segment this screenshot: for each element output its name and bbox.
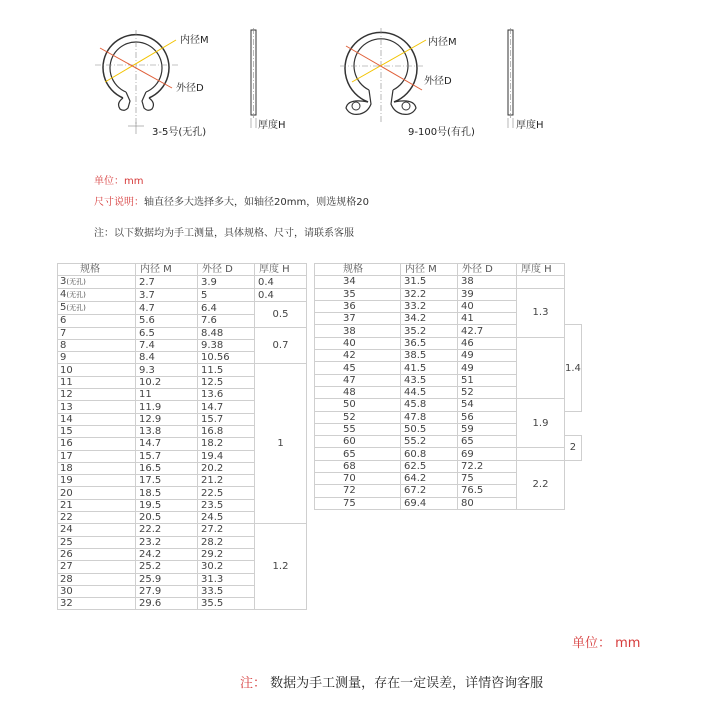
- spec-cell: [58, 364, 136, 376]
- spec-cell: [315, 411, 401, 423]
- spec-cell: [315, 497, 401, 509]
- outer-diameter-cell: 8.48: [198, 327, 255, 339]
- spec-value: 27: [60, 561, 73, 573]
- table-row: [315, 448, 582, 460]
- spec-value: 17: [60, 450, 73, 462]
- table-row: [315, 362, 582, 374]
- outer-diameter-cell: 23.5: [198, 499, 255, 511]
- inner-diameter-cell: 5.6: [136, 315, 198, 327]
- spec-value: 19: [60, 475, 73, 487]
- header-spec: 规格: [58, 264, 136, 276]
- spec-cell: [58, 302, 136, 315]
- circlip-diagrams-graphic: [0, 0, 702, 150]
- spec-cell: [315, 300, 401, 312]
- inner-diameter-cell: 45.8: [401, 399, 458, 411]
- header-outer-diameter: 外径 D: [458, 264, 517, 276]
- spec-value: 55: [343, 424, 356, 435]
- spec-value: 47: [343, 374, 356, 386]
- spec-value: 42: [343, 350, 356, 362]
- spec-cell: [315, 473, 401, 485]
- thickness-cell: [517, 276, 565, 288]
- table-row: [58, 524, 307, 536]
- outer-diameter-cell: 9.38: [198, 339, 255, 351]
- table-row: [315, 337, 582, 349]
- outer-diameter-cell: 72.2: [458, 460, 517, 472]
- outer-diameter-cell: 22.5: [198, 487, 255, 499]
- inner-diameter-cell: 67.2: [401, 485, 458, 497]
- unit-value: mm: [124, 176, 144, 187]
- spec-cell: [58, 413, 136, 425]
- spec-cell: [58, 352, 136, 364]
- thickness-cell: 1: [255, 364, 307, 524]
- outer-diameter-cell: 30.2: [198, 561, 255, 573]
- header-outer-diameter: 外径 D: [198, 264, 255, 276]
- inner-diameter-cell: 11.9: [136, 401, 198, 413]
- inner-diameter-cell: 64.2: [401, 473, 458, 485]
- spec-cell: [58, 598, 136, 610]
- spec-value: 68: [343, 460, 356, 472]
- spec-cell: [315, 362, 401, 374]
- outer-diameter-cell: 12.5: [198, 376, 255, 388]
- footer-unit: 单位： mm: [572, 636, 641, 651]
- inner-diameter-cell: 24.2: [136, 548, 198, 560]
- outer-diameter-cell: 3.9: [198, 276, 255, 289]
- inner-diameter-cell: 18.5: [136, 487, 198, 499]
- spec-cell: [58, 536, 136, 548]
- spec-tag: (无孔): [66, 304, 86, 313]
- inner-diameter-cell: 36.5: [401, 337, 458, 349]
- spec-value: 30: [60, 585, 73, 597]
- thickness-cell: 2: [565, 436, 582, 461]
- spec-cell: [58, 487, 136, 499]
- outer-diameter-cell: 75: [458, 473, 517, 485]
- header-inner-diameter: 内径 M: [401, 264, 458, 276]
- inner-diameter-cell: 23.2: [136, 536, 198, 548]
- outer-diameter-cell: 18.2: [198, 438, 255, 450]
- outer-diameter-cell: 31.3: [198, 573, 255, 585]
- spec-tag: (无孔): [66, 291, 86, 300]
- outer-diameter-cell: 7.6: [198, 315, 255, 327]
- spec-cell: [315, 386, 401, 398]
- spec-value: 11: [60, 376, 73, 388]
- spec-cell: [58, 475, 136, 487]
- header-spec: 规格: [315, 264, 401, 276]
- spec-cell: [58, 276, 136, 289]
- outer-diameter-cell: 46: [458, 337, 517, 349]
- spec-table-left: [57, 263, 307, 610]
- spec-table-right: [314, 263, 582, 510]
- spec-cell: [58, 389, 136, 401]
- spec-value: 3: [60, 276, 67, 288]
- size-explanation: [94, 193, 369, 208]
- spec-cell: [58, 573, 136, 585]
- spec-cell: [58, 548, 136, 560]
- spec-value: 18: [60, 463, 73, 474]
- size-explanation-text: 轴直径多大选择多大，如轴径20mm，则选规格20: [144, 197, 369, 208]
- thickness-profile-small: [251, 28, 256, 128]
- table-row: [58, 302, 307, 315]
- spec-tag: (无孔): [66, 278, 86, 287]
- thickness-cell: 0.4: [255, 276, 307, 289]
- inner-diameter-cell: 14.7: [136, 438, 198, 450]
- inner-diameter-cell: 3.7: [136, 289, 198, 302]
- thickness-cell: 0.5: [255, 302, 307, 327]
- spec-cell: [58, 438, 136, 450]
- spec-value: 52: [343, 411, 356, 423]
- outer-diameter-cell: 29.2: [198, 548, 255, 560]
- outer-diameter-cell: 13.6: [198, 389, 255, 401]
- spec-cell: [58, 585, 136, 597]
- caption-large-circlip: 9-100号(有孔): [408, 127, 475, 138]
- inner-diameter-cell: 27.9: [136, 585, 198, 597]
- inner-diameter-cell: 9.3: [136, 364, 198, 376]
- spec-cell: [315, 325, 401, 337]
- inner-diameter-cell: 38.5: [401, 350, 458, 362]
- table-header-row: [315, 264, 582, 276]
- circlip-small-drawing: [95, 30, 178, 134]
- thickness-cell: 1.9: [517, 399, 565, 448]
- spec-value: 7: [60, 327, 67, 339]
- spec-cell: [58, 561, 136, 573]
- inner-diameter-cell: 34.2: [401, 313, 458, 325]
- spec-cell: [315, 485, 401, 497]
- outer-diameter-cell: 15.7: [198, 413, 255, 425]
- spec-cell: [315, 374, 401, 386]
- inner-diameter-cell: 17.5: [136, 475, 198, 487]
- spec-cell: [315, 448, 401, 460]
- outer-diameter-cell: 5: [198, 289, 255, 302]
- outer-diameter-cell: 54: [458, 399, 517, 411]
- spec-cell: [58, 315, 136, 327]
- spec-cell: [58, 425, 136, 437]
- spec-cell: [315, 436, 401, 448]
- outer-diameter-cell: 52: [458, 386, 517, 398]
- inner-diameter-cell: 33.2: [401, 300, 458, 312]
- inner-diameter-cell: 13.8: [136, 425, 198, 437]
- spec-value: 48: [343, 387, 356, 399]
- inner-diameter-cell: 12.9: [136, 413, 198, 425]
- spec-cell: [315, 423, 401, 435]
- outer-diameter-cell: 41: [458, 313, 517, 325]
- spec-value: 4: [60, 289, 67, 301]
- header-thickness: 厚度 H: [255, 264, 307, 276]
- outer-diameter-cell: 11.5: [198, 364, 255, 376]
- inner-diameter-cell: 4.7: [136, 302, 198, 315]
- inner-diameter-cell: 44.5: [401, 386, 458, 398]
- spec-cell: [315, 337, 401, 349]
- spec-value: 15: [60, 426, 73, 438]
- inner-diameter-cell: 43.5: [401, 374, 458, 386]
- inner-diameter-cell: 35.2: [401, 325, 458, 337]
- spec-cell: [58, 289, 136, 302]
- thickness-profile-large: [508, 28, 513, 128]
- outer-diameter-cell: 59: [458, 423, 517, 435]
- inner-diameter-cell: 31.5: [401, 276, 458, 288]
- spec-value: 37: [343, 313, 356, 325]
- spec-cell: [58, 462, 136, 474]
- spec-value: 38: [343, 325, 356, 337]
- thickness-cell: 0.4: [255, 289, 307, 302]
- inner-diameter-cell: 15.7: [136, 450, 198, 462]
- table-row: [315, 350, 582, 362]
- table-row: [315, 399, 582, 411]
- inner-diameter-cell: 41.5: [401, 362, 458, 374]
- unit-label: 单位：: [94, 176, 124, 187]
- label-thickness-large: 厚度H: [516, 120, 544, 131]
- outer-diameter-cell: 42.7: [458, 325, 517, 337]
- outer-diameter-cell: 38: [458, 276, 517, 288]
- spec-cell: [315, 288, 401, 300]
- spec-value: 14: [60, 413, 73, 425]
- label-outer-diameter-large: 外径D: [424, 76, 452, 87]
- inner-diameter-cell: 50.5: [401, 423, 458, 435]
- unit-line: [94, 172, 143, 187]
- inner-diameter-cell: 47.8: [401, 411, 458, 423]
- spec-cell: [315, 460, 401, 472]
- spec-cell: [58, 376, 136, 388]
- spec-cell: [58, 450, 136, 462]
- spec-value: 65: [343, 448, 356, 460]
- spec-value: 24: [60, 524, 73, 536]
- footer-note-text: 数据为手工测量，存在一定误差，详情咨询客服: [270, 676, 544, 691]
- spec-value: 72: [343, 485, 356, 497]
- table-row: [58, 327, 307, 339]
- inner-diameter-cell: 62.5: [401, 460, 458, 472]
- inner-diameter-cell: 8.4: [136, 352, 198, 364]
- outer-diameter-cell: 40: [458, 300, 517, 312]
- table-row: [315, 386, 582, 398]
- outer-diameter-cell: 39: [458, 288, 517, 300]
- inner-diameter-cell: 19.5: [136, 499, 198, 511]
- inner-diameter-cell: 25.9: [136, 573, 198, 585]
- spec-cell: [315, 350, 401, 362]
- table-row: [315, 276, 582, 288]
- spec-cell: [315, 399, 401, 411]
- measurement-remark-text: 注：以下数据均为手工测量，具体规格、尺寸，请联系客服: [94, 228, 354, 239]
- outer-diameter-cell: 19.4: [198, 450, 255, 462]
- spec-value: 12: [60, 389, 73, 401]
- header-thickness: 厚度 H: [517, 264, 565, 276]
- spec-value: 25: [60, 536, 73, 548]
- outer-diameter-cell: 24.5: [198, 512, 255, 524]
- spec-cell: [58, 339, 136, 351]
- table-row: [315, 460, 582, 472]
- table-header-row: [58, 264, 307, 276]
- spec-value: 22: [60, 512, 73, 524]
- measurement-remark: [94, 224, 354, 239]
- outer-diameter-cell: 14.7: [198, 401, 255, 413]
- table-row: [58, 364, 307, 376]
- spec-value: 16: [60, 438, 73, 450]
- inner-diameter-cell: 25.2: [136, 561, 198, 573]
- spec-value: 40: [343, 337, 356, 349]
- inner-diameter-cell: 32.2: [401, 288, 458, 300]
- spec-cell: [315, 313, 401, 325]
- spec-value: 45: [343, 362, 356, 374]
- header-inner-diameter: 内径 M: [136, 264, 198, 276]
- outer-diameter-cell: 49: [458, 350, 517, 362]
- thickness-cell: 1.4: [565, 325, 582, 411]
- spec-cell: [58, 524, 136, 536]
- spec-cell: [58, 327, 136, 339]
- spec-cell: [58, 512, 136, 524]
- inner-diameter-cell: 6.5: [136, 327, 198, 339]
- outer-diameter-cell: 16.8: [198, 425, 255, 437]
- spec-value: 70: [343, 473, 356, 485]
- outer-diameter-cell: 69: [458, 448, 517, 460]
- outer-diameter-cell: 28.2: [198, 536, 255, 548]
- outer-diameter-cell: 21.2: [198, 475, 255, 487]
- outer-diameter-cell: 6.4: [198, 302, 255, 315]
- inner-diameter-cell: 20.5: [136, 512, 198, 524]
- footer-note: [240, 672, 543, 691]
- outer-diameter-cell: 65: [458, 436, 517, 448]
- label-thickness-small: 厚度H: [258, 120, 286, 131]
- spec-value: 50: [343, 399, 356, 411]
- inner-diameter-cell: 7.4: [136, 339, 198, 351]
- thickness-cell: 1.3: [517, 288, 565, 337]
- spec-value: 6: [60, 315, 67, 327]
- table-row: [315, 374, 582, 386]
- inner-diameter-cell: 16.5: [136, 462, 198, 474]
- spec-value: 5: [60, 302, 67, 314]
- spec-value: 9: [60, 352, 67, 364]
- spec-value: 28: [60, 573, 73, 585]
- outer-diameter-cell: 35.5: [198, 598, 255, 610]
- table-row: [58, 276, 307, 289]
- outer-diameter-cell: 27.2: [198, 524, 255, 536]
- spec-cell: [315, 276, 401, 288]
- spec-value: 60: [343, 436, 356, 448]
- outer-diameter-cell: 56: [458, 411, 517, 423]
- inner-diameter-cell: 2.7: [136, 276, 198, 289]
- outer-diameter-cell: 51: [458, 374, 517, 386]
- table-row: [315, 288, 582, 300]
- inner-diameter-cell: 69.4: [401, 497, 458, 509]
- spec-value: 20: [60, 487, 73, 499]
- spec-value: 21: [60, 499, 73, 511]
- thickness-cell: 0.7: [255, 327, 307, 364]
- spec-value: 75: [343, 497, 356, 509]
- outer-diameter-cell: 33.5: [198, 585, 255, 597]
- thickness-cell: 2.2: [517, 460, 565, 509]
- circlip-large-drawing: [340, 28, 426, 124]
- inner-diameter-cell: 22.2: [136, 524, 198, 536]
- spec-value: 32: [60, 598, 73, 610]
- outer-diameter-cell: 76.5: [458, 485, 517, 497]
- spec-cell: [58, 499, 136, 511]
- inner-diameter-cell: 11: [136, 389, 198, 401]
- spec-cell: [58, 401, 136, 413]
- spec-value: 13: [60, 401, 73, 413]
- size-explanation-label: 尺寸说明：: [94, 197, 144, 208]
- caption-small-circlip: 3-5号(无孔): [152, 127, 207, 138]
- label-outer-diameter-small: 外径D: [176, 83, 204, 94]
- inner-diameter-cell: 60.8: [401, 448, 458, 460]
- spec-value: 35: [343, 288, 356, 300]
- table-row: [58, 289, 307, 302]
- spec-value: 36: [343, 301, 356, 313]
- spec-value: 8: [60, 340, 67, 352]
- spec-value: 34: [343, 276, 356, 288]
- spec-value: 26: [60, 549, 73, 561]
- outer-diameter-cell: 20.2: [198, 462, 255, 474]
- label-inner-diameter-large: 内径M: [428, 37, 457, 48]
- outer-diameter-cell: 49: [458, 362, 517, 374]
- spec-value: 10: [60, 364, 73, 376]
- product-diagrams: [0, 0, 702, 150]
- outer-diameter-cell: 80: [458, 497, 517, 509]
- label-inner-diameter-small: 内径M: [180, 35, 209, 46]
- inner-diameter-cell: 29.6: [136, 598, 198, 610]
- footer-note-label: 注：: [240, 676, 267, 691]
- thickness-cell: 1.2: [255, 524, 307, 610]
- inner-diameter-cell: 55.2: [401, 436, 458, 448]
- inner-diameter-cell: 10.2: [136, 376, 198, 388]
- outer-diameter-cell: 10.56: [198, 352, 255, 364]
